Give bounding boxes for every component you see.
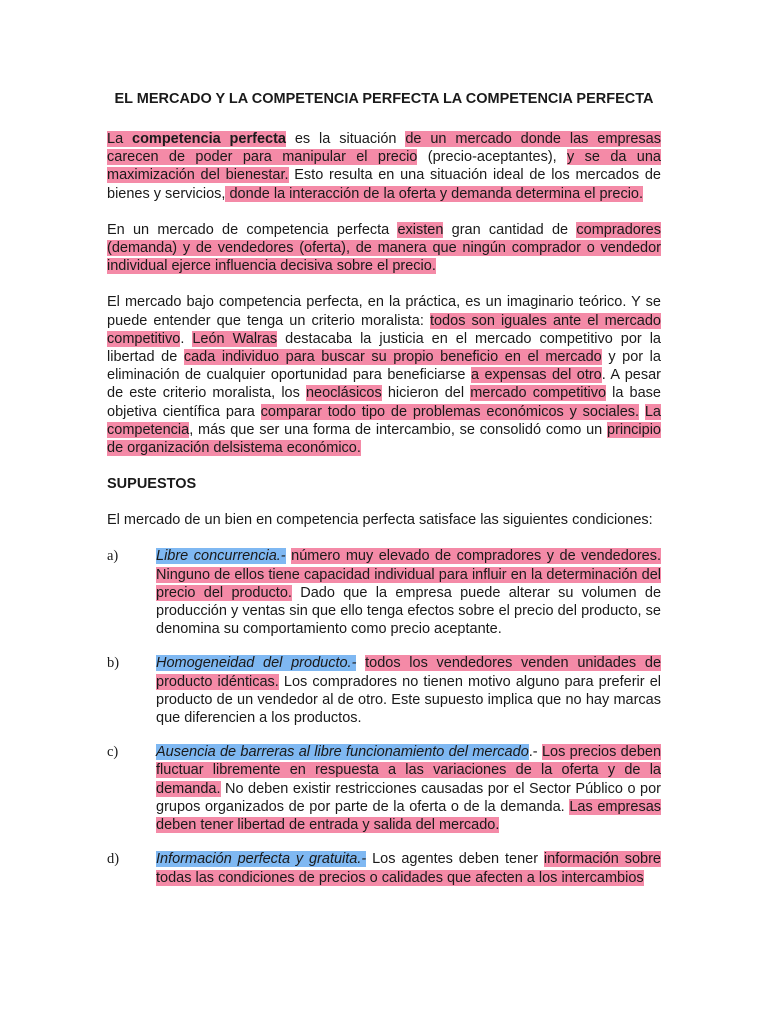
text-run: .- [528,744,542,761]
section-heading: SUPUESTOS [107,476,197,493]
highlight-pink: Los precios deben fluctuar libremente en respuesta a las variaciones de la oferta y de la demanda. [156,744,662,797]
document-title: EL MERCADO Y LA COMPETENCIA PERFECTA LA COMPETENCIA PERFECTA [114,91,654,107]
paragraph-theory [107,293,661,457]
text-run: En un mercado de competencia perfecta [107,221,398,238]
text-run: . [180,330,193,347]
text-run: La [107,131,133,147]
highlight-pink: cada individuo para buscar su propio beneficio en el mercado [183,349,602,366]
text-run: Esto resulta en una situación ideal de los mercados de bienes y servicios, [107,167,661,202]
highlight-pink: compradores (demanda) y de vendedores (oferta), de manera que ningún comprador o vendedor individual ejerce influencia decisiva sobre el precio. [107,221,661,275]
text-run: , más que ser una forma de intercambio, se consolidó como un [189,421,607,438]
highlight-blue: Homogeneidad del producto.- [156,655,357,672]
text-run: hicieron del [381,385,471,402]
highlight-pink: número muy elevado de compradores y de vendedores. Ninguno de ellos tiene capacidad individual para influir en la determinación del precio del producto. [156,548,661,601]
highlight-blue: Libre concurrencia.- [156,548,286,565]
list-marker: b) [107,655,120,672]
highlight-pink: Las empresas deben tener libertad de entrada y salida del mercado. [156,798,662,834]
text-run: la base objetiva científica para [107,385,661,420]
highlight-pink: La competencia [107,403,661,438]
text-run: (precio-aceptantes), [417,149,568,166]
highlight-blue: Información perfecta y gratuita.- [156,851,367,868]
highlight-pink: comparar todo tipo de problemas económicos y sociales. [260,403,640,420]
list-marker: a) [107,548,119,565]
text-run: No deben existir restricciones causadas por el Sector Público o por grupos organizados de por parte de la oferta o de la demanda. [156,780,661,815]
paragraph-market [107,221,661,276]
list-item [107,743,661,834]
list-item [107,547,661,638]
text-run: gran cantidad de [443,221,577,238]
text-run: Dado que la empresa puede alterar su volumen de producción y ventas sin que ello tenga efectos sobre el precio del producto, se denomina su comportamiento como precio aceptante. [156,584,662,638]
highlight-pink: todos son iguales ante el mercado competitivo [107,312,661,347]
highlight-pink: principio de organización delsistema económico. [107,421,661,457]
highlight-pink: existen [397,221,444,238]
text-run: competencia perfecta [132,131,286,147]
list-marker: d) [107,851,120,868]
text-run: destacaba la justicia en el mercado competitivo por la libertad de [107,330,661,366]
paragraph-intro [107,130,661,203]
list-item [107,850,661,886]
text-run: Los compradores no tienen motivo alguno para preferir el producto de un vendedor al de otro. Este supuesto implica que no hay marcas que diferencien a los productos. [156,673,661,727]
highlight-pink: y se da una maximización del bienestar. [107,149,661,184]
highlight-pink: mercado competitivo [470,385,607,402]
highlight-blue: Ausencia de barreras al libre funcionamiento del mercado [156,744,529,761]
text-run: es la situación [285,131,406,147]
highlight-pink: a expensas del otro [470,367,602,384]
highlight-pink: neoclásicos [305,385,382,402]
text-run [356,655,365,671]
conditions-list [107,547,661,886]
highlight-pink: información sobre todas las condiciones de precios o calidades que afecten a los intercambios [156,851,661,886]
text-run: Los agentes deben tener [366,851,544,868]
highlight-pink: donde la interacción de la oferta y demanda determina el precio. [225,185,644,202]
highlight-pink: de un mercado donde las empresas carecen de poder para manipular el precio [107,131,661,166]
text-run [639,404,645,420]
text-run: . A pesar de este criterio moralista, los [107,367,661,402]
paragraph-conditions: El mercado de un bien en competencia perfecta satisface las siguientes condiciones: [107,512,653,529]
text-run: El mercado bajo competencia perfecta, en la práctica, es un imaginario teórico. Y se puede entender que tenga un criterio moralista: [107,294,661,329]
highlight-pink: todos los vendedores venden unidades de producto idénticas. [156,655,662,690]
list-marker: c) [107,744,119,761]
highlight-pink: León Walras [192,330,278,347]
text-run: y por la eliminación de cualquier oportunidad para beneficiarse [107,349,661,384]
list-item [107,654,661,727]
